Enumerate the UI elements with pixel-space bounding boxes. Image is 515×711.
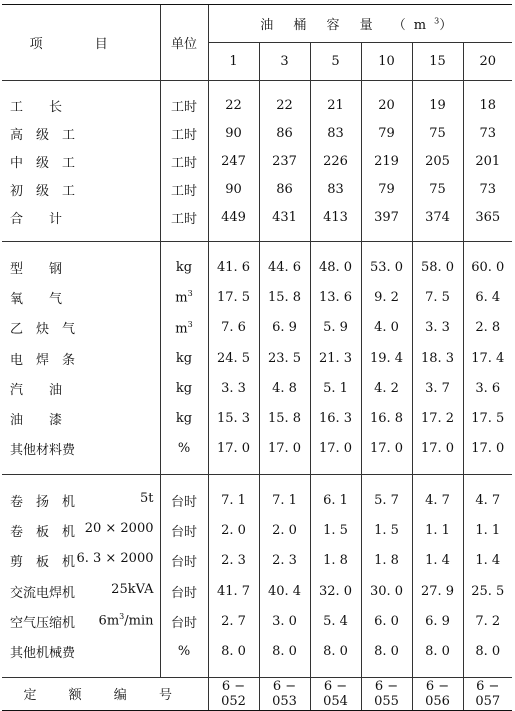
machinery-value: 7. 1 <box>259 475 310 516</box>
labor-value: 247 <box>208 147 259 175</box>
unit-text: kg <box>175 380 193 396</box>
spec-tail: /min <box>124 613 154 629</box>
labor-value: 219 <box>361 147 412 175</box>
unit-text: 台时 <box>170 525 197 541</box>
machinery-value: 25. 5 <box>463 576 512 606</box>
quota-code: 6 − 053 <box>259 677 310 710</box>
machinery-row <box>2 637 512 678</box>
labor-value: 22 <box>208 81 259 120</box>
unit-text: 工时 <box>170 99 197 115</box>
material-row <box>2 403 512 433</box>
material-value: 48. 0 <box>310 242 361 283</box>
labor-value: 83 <box>310 175 361 203</box>
material-value: 17. 0 <box>463 434 512 475</box>
unit-text: 台时 <box>170 555 197 571</box>
machinery-value: 27. 9 <box>412 576 463 606</box>
material-value: 5. 9 <box>310 313 361 343</box>
unit-text: m <box>175 320 188 336</box>
material-row <box>2 313 512 343</box>
material-value: 17. 0 <box>259 434 310 475</box>
machinery-row <box>2 546 512 576</box>
machinery-spec <box>99 612 160 628</box>
material-value: 9. 2 <box>361 282 412 312</box>
machinery-row <box>2 576 512 606</box>
material-name: 氧 气 <box>10 291 63 307</box>
labor-name: 中 级 工 <box>10 155 76 171</box>
labor-unit <box>160 119 208 147</box>
unit-text: kg <box>175 411 193 427</box>
unit-sup: 3 <box>187 289 193 299</box>
machinery-value: 7. 2 <box>463 606 512 636</box>
capacity-col-5: 5 <box>310 43 361 81</box>
machinery-name-cell <box>2 515 160 545</box>
unit-text: kg <box>175 259 193 275</box>
machinery-unit <box>160 546 208 576</box>
labor-value: 20 <box>361 81 412 120</box>
machinery-value: 32. 0 <box>310 576 361 606</box>
labor-value: 201 <box>463 147 512 175</box>
machinery-name-cell <box>2 637 160 678</box>
labor-value: 365 <box>463 203 512 242</box>
labor-value: 75 <box>412 119 463 147</box>
machinery-name-cell <box>2 606 160 636</box>
material-value: 18. 3 <box>412 343 463 373</box>
material-unit <box>160 373 208 403</box>
material-value: 5. 1 <box>310 373 361 403</box>
labor-value: 413 <box>310 203 361 242</box>
quota-code: 6 − 052 <box>208 677 259 710</box>
machinery-name: 卷 板 机 <box>10 525 76 541</box>
labor-name-cell <box>2 203 160 242</box>
material-value: 41. 6 <box>208 242 259 283</box>
item-column-header: 项 目 <box>2 5 160 81</box>
unit-text: 台时 <box>170 494 197 510</box>
capacity-col-20: 20 <box>463 43 512 81</box>
labor-row <box>2 147 512 175</box>
machinery-value: 40. 4 <box>259 576 310 606</box>
material-value: 15. 3 <box>208 403 259 433</box>
material-value: 2. 8 <box>463 313 512 343</box>
quota-number-row <box>2 677 512 710</box>
quota-number-label: 定 额 编 号 <box>2 677 208 710</box>
material-value: 44. 6 <box>259 242 310 283</box>
unit-text: m <box>175 290 188 306</box>
unit-text: 台时 <box>170 615 197 631</box>
spec-text: 6. 3 × 2000 <box>76 551 154 567</box>
unit-text: 工时 <box>170 127 197 143</box>
machinery-spec <box>111 582 159 597</box>
material-value: 58. 0 <box>412 242 463 283</box>
material-value: 17. 5 <box>208 282 259 312</box>
machinery-unit <box>160 515 208 545</box>
labor-value: 374 <box>412 203 463 242</box>
machinery-unit <box>160 475 208 516</box>
machinery-name-cell <box>2 475 160 516</box>
material-value: 15. 8 <box>259 403 310 433</box>
machinery-row <box>2 475 512 516</box>
material-name-cell <box>2 313 160 343</box>
machinery-value: 7. 1 <box>208 475 259 516</box>
machinery-unit <box>160 637 208 678</box>
labor-unit <box>160 81 208 120</box>
material-value: 13. 6 <box>310 282 361 312</box>
machinery-name: 剪 板 机 <box>10 555 76 571</box>
spec-text: 6m <box>98 613 120 629</box>
machinery-value: 8. 0 <box>259 637 310 678</box>
machinery-value: 1. 5 <box>361 515 412 545</box>
labor-unit <box>160 175 208 203</box>
quota-code: 6 − 057 <box>463 677 512 710</box>
material-name-cell <box>2 343 160 373</box>
machinery-spec <box>85 521 160 536</box>
labor-value: 449 <box>208 203 259 242</box>
material-unit <box>160 403 208 433</box>
machinery-value: 8. 0 <box>463 637 512 678</box>
material-name-cell <box>2 242 160 283</box>
machinery-value: 5. 4 <box>310 606 361 636</box>
material-row <box>2 434 512 475</box>
quota-code: 6 − 054 <box>310 677 361 710</box>
material-value: 4. 0 <box>361 313 412 343</box>
labor-value: 73 <box>463 175 512 203</box>
labor-row <box>2 203 512 242</box>
labor-value: 22 <box>259 81 310 120</box>
labor-name: 高 级 工 <box>10 127 76 143</box>
material-value: 17. 5 <box>463 403 512 433</box>
labor-unit <box>160 147 208 175</box>
machinery-unit <box>160 606 208 636</box>
labor-value: 226 <box>310 147 361 175</box>
material-name-cell <box>2 282 160 312</box>
unit-column-header: 单位 <box>160 5 208 81</box>
labor-value: 397 <box>361 203 412 242</box>
machinery-value: 1. 8 <box>310 546 361 576</box>
labor-value: 237 <box>259 147 310 175</box>
material-value: 7. 5 <box>412 282 463 312</box>
machinery-value: 2. 0 <box>259 515 310 545</box>
material-unit <box>160 434 208 475</box>
machinery-value: 1. 1 <box>412 515 463 545</box>
material-value: 3. 6 <box>463 373 512 403</box>
material-value: 3. 3 <box>208 373 259 403</box>
capacity-col-10: 10 <box>361 43 412 81</box>
material-unit <box>160 242 208 283</box>
machinery-value: 2. 0 <box>208 515 259 545</box>
unit-text: 工时 <box>170 211 197 227</box>
material-value: 3. 7 <box>412 373 463 403</box>
material-value: 17. 2 <box>412 403 463 433</box>
spec-sup: 3 <box>119 611 125 621</box>
machinery-value: 1. 5 <box>310 515 361 545</box>
material-name-cell <box>2 434 160 475</box>
material-name: 其他材料费 <box>10 443 76 459</box>
machinery-value: 8. 0 <box>208 637 259 678</box>
material-value: 17. 0 <box>361 434 412 475</box>
material-value: 53. 0 <box>361 242 412 283</box>
capacity-close: ） <box>439 18 461 33</box>
material-value: 16. 8 <box>361 403 412 433</box>
labor-value: 79 <box>361 175 412 203</box>
labor-name-cell <box>2 119 160 147</box>
machinery-value: 30. 0 <box>361 576 412 606</box>
machinery-row <box>2 606 512 636</box>
material-value: 16. 3 <box>310 403 361 433</box>
material-name: 型 钢 <box>10 261 63 277</box>
machinery-section <box>2 475 512 678</box>
material-row <box>2 343 512 373</box>
machinery-value: 6. 9 <box>412 606 463 636</box>
quota-code: 6 − 055 <box>361 677 412 710</box>
machinery-value: 8. 0 <box>412 637 463 678</box>
quota-code: 6 − 056 <box>412 677 463 710</box>
unit-sup: 3 <box>187 319 193 329</box>
labor-value: 79 <box>361 119 412 147</box>
labor-value: 18 <box>463 81 512 120</box>
material-value: 6. 9 <box>259 313 310 343</box>
labor-name-cell <box>2 147 160 175</box>
material-value: 17. 0 <box>310 434 361 475</box>
quota-table <box>2 4 512 711</box>
material-unit <box>160 343 208 373</box>
labor-name-cell <box>2 175 160 203</box>
machinery-name-cell <box>2 576 160 606</box>
machinery-value: 6. 1 <box>310 475 361 516</box>
spec-text: 20 × 2000 <box>84 521 154 537</box>
unit-text: kg <box>175 350 193 366</box>
material-name: 油 漆 <box>10 413 63 429</box>
capacity-col-1: 1 <box>208 43 259 81</box>
unit-text: 台时 <box>170 585 197 601</box>
capacity-col-15: 15 <box>412 43 463 81</box>
machinery-name: 交流电焊机 <box>10 585 76 601</box>
material-name-cell <box>2 403 160 433</box>
material-name: 汽 油 <box>10 382 63 398</box>
labor-value: 21 <box>310 81 361 120</box>
machinery-value: 4. 7 <box>412 475 463 516</box>
labor-row <box>2 81 512 120</box>
capacity-col-3: 3 <box>259 43 310 81</box>
unit-text: 工时 <box>170 183 197 199</box>
capacity-unit-sup: 3 <box>434 16 440 26</box>
machinery-name: 卷 扬 机 <box>10 494 76 510</box>
machinery-name-cell <box>2 546 160 576</box>
capacity-label: 油 桶 容 量 （m <box>260 18 435 33</box>
material-unit <box>160 313 208 343</box>
machinery-value: 41. 7 <box>208 576 259 606</box>
unit-text: 工时 <box>170 155 197 171</box>
machinery-value: 8. 0 <box>310 637 361 678</box>
machinery-value: 8. 0 <box>361 637 412 678</box>
machinery-spec <box>140 491 160 506</box>
labor-name: 初 级 工 <box>10 183 76 199</box>
machinery-value: 1. 8 <box>361 546 412 576</box>
labor-name-cell <box>2 81 160 120</box>
labor-unit <box>160 203 208 242</box>
spec-text: 5t <box>140 490 154 506</box>
material-name: 乙 炔 气 <box>10 322 76 338</box>
labor-value: 90 <box>208 175 259 203</box>
material-value: 60. 0 <box>463 242 512 283</box>
machinery-value: 5. 7 <box>361 475 412 516</box>
labor-name: 工 长 <box>10 99 63 115</box>
machinery-value: 6. 0 <box>361 606 412 636</box>
machinery-unit <box>160 576 208 606</box>
material-value: 17. 4 <box>463 343 512 373</box>
material-value: 7. 6 <box>208 313 259 343</box>
labor-value: 19 <box>412 81 463 120</box>
labor-value: 90 <box>208 119 259 147</box>
machinery-value: 4. 7 <box>463 475 512 516</box>
material-unit <box>160 282 208 312</box>
labor-value: 75 <box>412 175 463 203</box>
material-value: 3. 3 <box>412 313 463 343</box>
material-value: 21. 3 <box>310 343 361 373</box>
labor-value: 205 <box>412 147 463 175</box>
material-section <box>2 242 512 475</box>
machinery-value: 1. 1 <box>463 515 512 545</box>
labor-value: 86 <box>259 175 310 203</box>
unit-text: % <box>177 441 191 457</box>
labor-section <box>2 81 512 242</box>
machinery-name: 空气压缩机 <box>10 615 76 631</box>
machinery-value: 2. 3 <box>259 546 310 576</box>
machinery-spec <box>76 551 159 566</box>
material-value: 17. 0 <box>208 434 259 475</box>
material-row <box>2 242 512 283</box>
quota-section <box>2 677 512 710</box>
material-row <box>2 282 512 312</box>
material-value: 19. 4 <box>361 343 412 373</box>
machinery-value: 3. 0 <box>259 606 310 636</box>
material-name: 电 焊 条 <box>10 352 76 368</box>
material-row <box>2 373 512 403</box>
unit-text: % <box>177 644 191 660</box>
labor-value: 431 <box>259 203 310 242</box>
machinery-row <box>2 515 512 545</box>
labor-value: 86 <box>259 119 310 147</box>
material-name-cell <box>2 373 160 403</box>
material-value: 24. 5 <box>208 343 259 373</box>
labor-name: 合 计 <box>10 211 63 227</box>
machinery-value: 2. 7 <box>208 606 259 636</box>
machinery-value: 1. 4 <box>463 546 512 576</box>
labor-row <box>2 119 512 147</box>
machinery-value: 2. 3 <box>208 546 259 576</box>
machinery-value: 1. 4 <box>412 546 463 576</box>
material-value: 4. 8 <box>259 373 310 403</box>
material-value: 23. 5 <box>259 343 310 373</box>
spec-text: 25kVA <box>111 581 154 597</box>
machinery-name: 其他机械费 <box>10 646 76 662</box>
labor-row <box>2 175 512 203</box>
material-value: 6. 4 <box>463 282 512 312</box>
labor-value: 73 <box>463 119 512 147</box>
capacity-header <box>208 5 512 43</box>
material-value: 4. 2 <box>361 373 412 403</box>
labor-value: 83 <box>310 119 361 147</box>
material-value: 15. 8 <box>259 282 310 312</box>
material-value: 17. 0 <box>412 434 463 475</box>
